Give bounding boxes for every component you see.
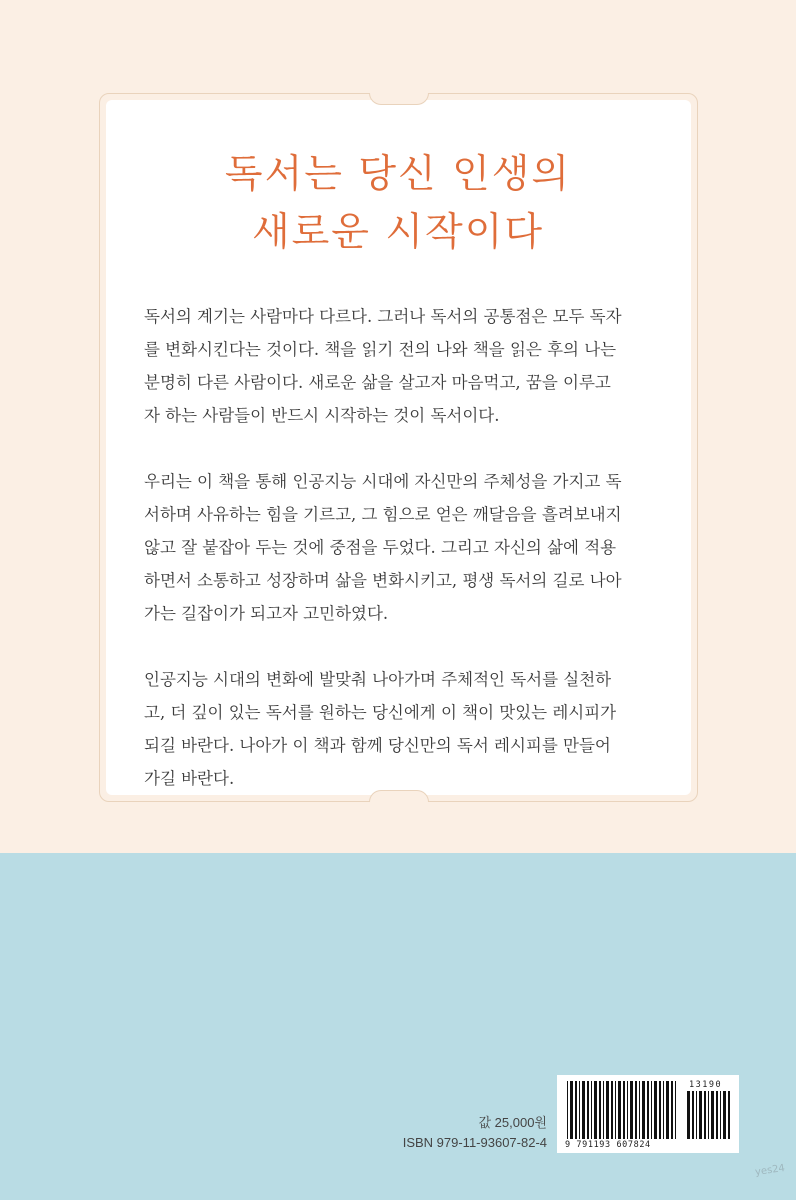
barcode-bar: [582, 1081, 585, 1139]
barcode-bar: [635, 1081, 637, 1139]
barcode-bar: [599, 1081, 601, 1139]
barcode-bar: [615, 1081, 616, 1139]
barcode-bar: [654, 1081, 657, 1139]
text-line: 자 하는 사람들이 반드시 시작하는 것이 독서이다.: [144, 406, 500, 425]
paragraph-3: [144, 663, 664, 795]
isbn-label: ISBN 979-11-93607-82-4: [402, 1135, 547, 1150]
barcode-bar: [570, 1081, 573, 1139]
isbn-barcode: [557, 1075, 739, 1153]
text-line: 를 변화시킨다는 것이다. 책을 읽기 전의 나와 책을 읽은 후의 나는: [144, 340, 617, 359]
barcode-bar: [575, 1081, 577, 1139]
barcode-addon-digits: 13190: [689, 1080, 723, 1090]
price-isbn-block: [395, 1113, 547, 1153]
barcode-bar: [651, 1081, 652, 1139]
text-line: 가는 길잡이가 되고자 고민하였다.: [144, 604, 389, 623]
barcode-bar: [587, 1081, 589, 1139]
barcode-bar: [728, 1091, 730, 1139]
blurb-body: [144, 300, 664, 828]
text-line: 서하며 사유하는 힘을 기르고, 그 힘으로 얻은 깨달음을 흘려보내지: [144, 505, 622, 524]
barcode-bar: [623, 1081, 625, 1139]
barcode-bar: [591, 1081, 592, 1139]
text-line: 독서의 계기는 사람마다 다르다. 그러나 독서의 공통점은 모두 독자: [144, 307, 622, 326]
text-line: 되길 바란다. 나아가 이 책과 함께 당신만의 독서 레시피를 만들어: [144, 736, 611, 755]
text-line: 하면서 소통하고 성장하며 삶을 변화시키고, 평생 독서의 길로 나아: [144, 571, 622, 590]
barcode-bar: [630, 1081, 633, 1139]
barcode-addon-bars: [687, 1091, 730, 1139]
barcode-bar: [627, 1081, 628, 1139]
barcode-bar: [716, 1091, 718, 1139]
paragraph-1: [144, 300, 664, 432]
barcode-bar: [708, 1091, 709, 1139]
barcode-main-bars: [567, 1081, 676, 1139]
barcode-bar: [659, 1081, 661, 1139]
barcode-graphic: [563, 1079, 733, 1149]
barcode-bar: [618, 1081, 621, 1139]
text-line: 가길 바란다.: [144, 769, 235, 788]
barcode-bar: [675, 1081, 676, 1139]
barcode-bar: [687, 1091, 690, 1139]
barcode-main-digits: 9 791193 607824: [565, 1140, 651, 1149]
barcode-bar: [699, 1091, 702, 1139]
frame-notch-top: [369, 93, 429, 105]
barcode-bar: [603, 1081, 604, 1139]
barcode-bar: [567, 1081, 568, 1139]
barcode-bar: [692, 1091, 694, 1139]
barcode-bar: [720, 1091, 721, 1139]
price-label: 값 25,000원: [478, 1115, 547, 1130]
text-line: 우리는 이 책을 통해 인공지능 시대에 자신만의 주체성을 가지고 독: [144, 472, 622, 491]
headline-line-1: 독서는 당신 인생의: [224, 152, 572, 197]
barcode-bar: [579, 1081, 580, 1139]
barcode-bar: [711, 1091, 714, 1139]
headline: [0, 146, 796, 262]
text-line: 인공지능 시대의 변화에 발맞춰 나아가며 주체적인 독서를 실천하: [144, 670, 612, 689]
barcode-bar: [663, 1081, 664, 1139]
barcode-bar: [642, 1081, 645, 1139]
text-line: 않고 잘 붙잡아 두는 것에 중점을 두었다. 그리고 자신의 삶에 적용: [144, 538, 617, 557]
paragraph-2: [144, 465, 664, 630]
barcode-bar: [696, 1091, 697, 1139]
barcode-bar: [704, 1091, 706, 1139]
watermark-logo: yes24: [754, 1162, 786, 1179]
barcode-bar: [647, 1081, 649, 1139]
barcode-bar: [611, 1081, 613, 1139]
barcode-bar: [723, 1091, 726, 1139]
text-line: 분명히 다른 사람이다. 새로운 삶을 살고자 마음먹고, 꿈을 이루고: [144, 373, 611, 392]
barcode-bar: [606, 1081, 609, 1139]
barcode-bar: [671, 1081, 673, 1139]
barcode-bar: [639, 1081, 640, 1139]
text-line: 고, 더 깊이 있는 독서를 원하는 당신에게 이 책이 맛있는 레시피가: [144, 703, 617, 722]
barcode-bar: [666, 1081, 669, 1139]
headline-line-2: 새로운 시작이다: [251, 210, 545, 255]
barcode-bar: [594, 1081, 597, 1139]
